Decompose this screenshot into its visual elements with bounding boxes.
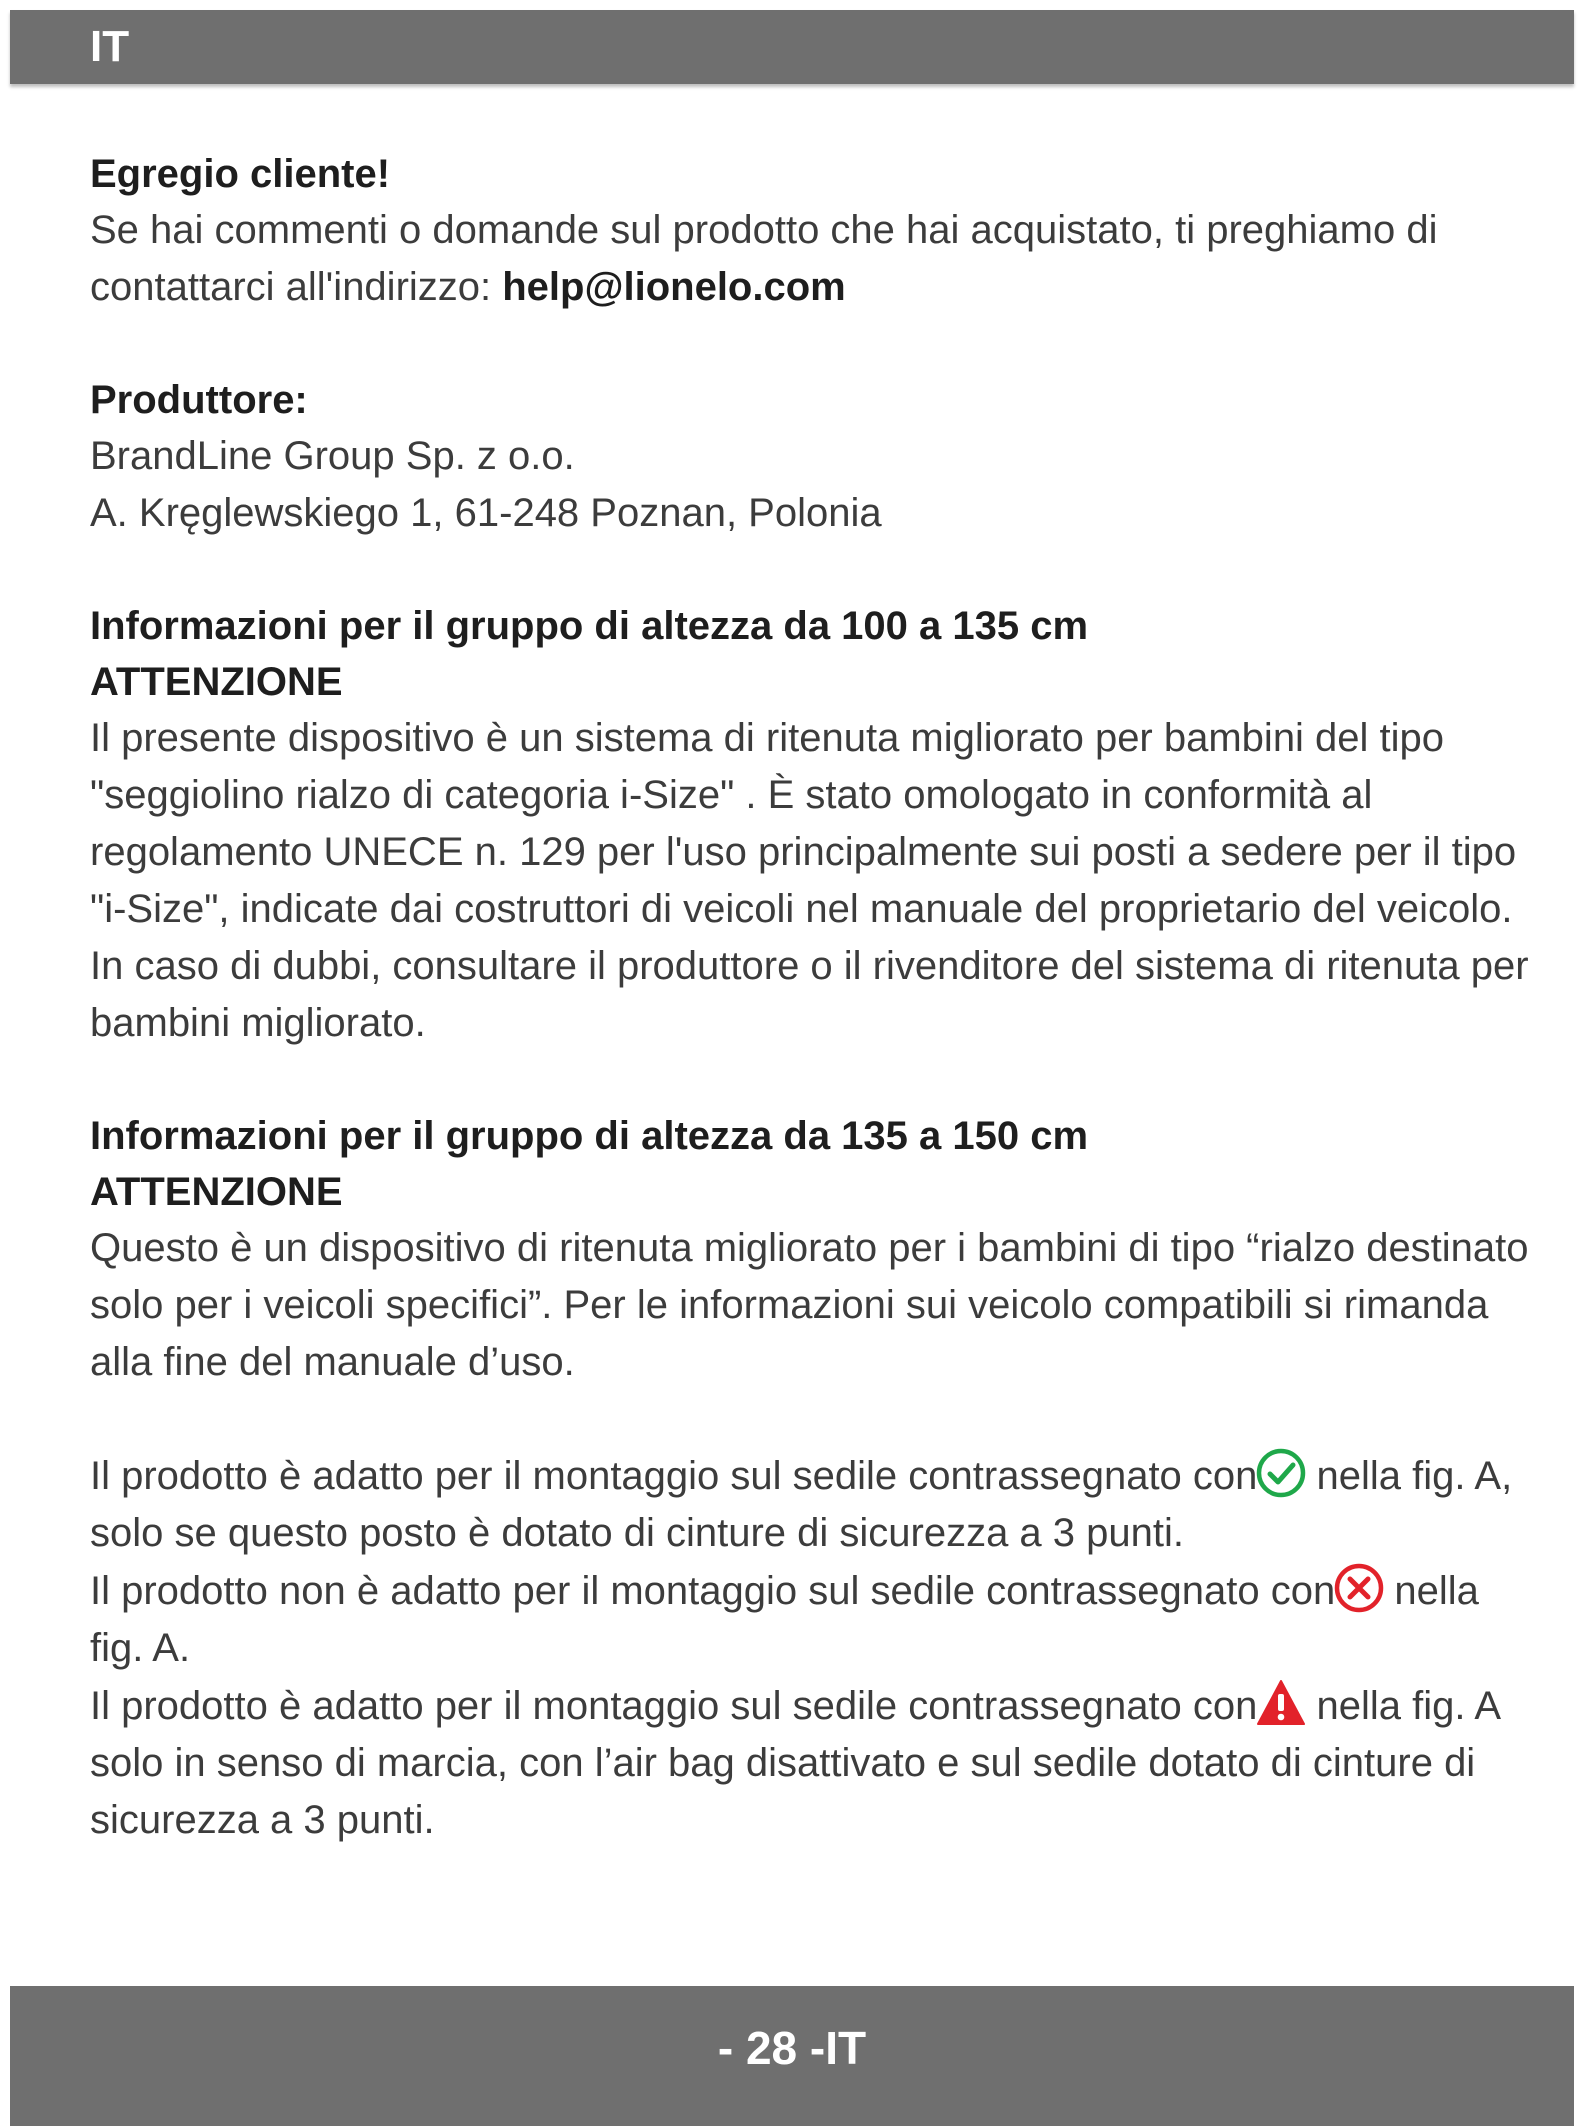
seat-note-not-suitable <box>90 1562 1530 1677</box>
cross-circle-icon <box>1333 1562 1385 1614</box>
warning-triangle-icon <box>1255 1677 1307 1729</box>
group-100-135-paragraph-2: In caso di dubbi, consultare il produttore o il rivenditore del sistema di ritenuta per bambini migliorato. <box>90 944 1529 1045</box>
seat-note-conditional-before: Il prodotto è adatto per il montaggio sul sedile contrassegnato con <box>90 1684 1258 1728</box>
group-100-135-section <box>90 598 1530 1052</box>
greeting-text-body: Se hai commenti o domande sul prodotto che hai acquistato, ti preghiamo di contattarci all'indirizzo: <box>90 208 1438 309</box>
seat-note-conditional <box>90 1677 1530 1849</box>
page-content <box>90 146 1530 1849</box>
page-number: - 28 -IT <box>717 2022 867 2074</box>
group-135-150-paragraph-1: Questo è un dispositivo di ritenuta migliorato per i bambini di tipo “rialzo destinato solo per i veicoli specifici”. Per le informazioni sui veicolo compatibili si rimanda alla fine del manuale d’uso. <box>90 1226 1529 1384</box>
footer-bar <box>10 1986 1574 2126</box>
group-100-135-title: Informazioni per il gruppo di altezza da 100 a 135 cm <box>90 604 1089 648</box>
producer-title: Produttore: <box>90 378 308 422</box>
seat-note-suitable-before: Il prodotto è adatto per il montaggio sul sedile contrassegnato con <box>90 1454 1258 1498</box>
seat-note-conditional-after: nella fig. A solo in senso di marcia, con l’air bag disattivato e sul sedile dotato di cinture di sicurezza a 3 punti. <box>90 1684 1499 1842</box>
greeting-section <box>90 146 1530 316</box>
producer-address: A. Kręglewskiego 1, 61-248 Poznan, Polonia <box>90 491 882 535</box>
seat-note-suitable-after: nella fig. A, solo se questo posto è dotato di cinture di sicurezza a 3 punti. <box>90 1454 1513 1555</box>
seat-notes-section <box>90 1447 1530 1849</box>
producer-section <box>90 372 1530 542</box>
language-label: IT <box>90 22 130 71</box>
support-email-link[interactable]: help@lionelo.com <box>502 265 846 309</box>
seat-note-not-suitable-after: nella fig. A. <box>90 1569 1479 1670</box>
header-bar <box>10 10 1574 84</box>
seat-note-suitable <box>90 1447 1530 1562</box>
greeting-title: Egregio cliente! <box>90 152 391 196</box>
group-100-135-paragraph-1: Il presente dispositivo è un sistema di ritenuta migliorato per bambini del tipo "seggiolino rialzo di categoria i-Size" . È stato omologato in conformità al regolamento UNECE n. 129 per l'uso principalmente sui posti a sedere per il tipo "i-Size", indicate dai costruttori di veicoli nel manuale del proprietario del veicolo. <box>90 716 1517 931</box>
greeting-text <box>90 202 1530 316</box>
check-circle-icon <box>1255 1447 1307 1499</box>
group-135-150-warning: ATTENZIONE <box>90 1170 343 1214</box>
group-135-150-title: Informazioni per il gruppo di altezza da 135 a 150 cm <box>90 1114 1089 1158</box>
producer-company: BrandLine Group Sp. z o.o. <box>90 434 575 478</box>
group-135-150-section <box>90 1108 1530 1391</box>
seat-note-not-suitable-before: Il prodotto non è adatto per il montaggio sul sedile contrassegnato con <box>90 1569 1336 1613</box>
group-100-135-warning: ATTENZIONE <box>90 660 343 704</box>
